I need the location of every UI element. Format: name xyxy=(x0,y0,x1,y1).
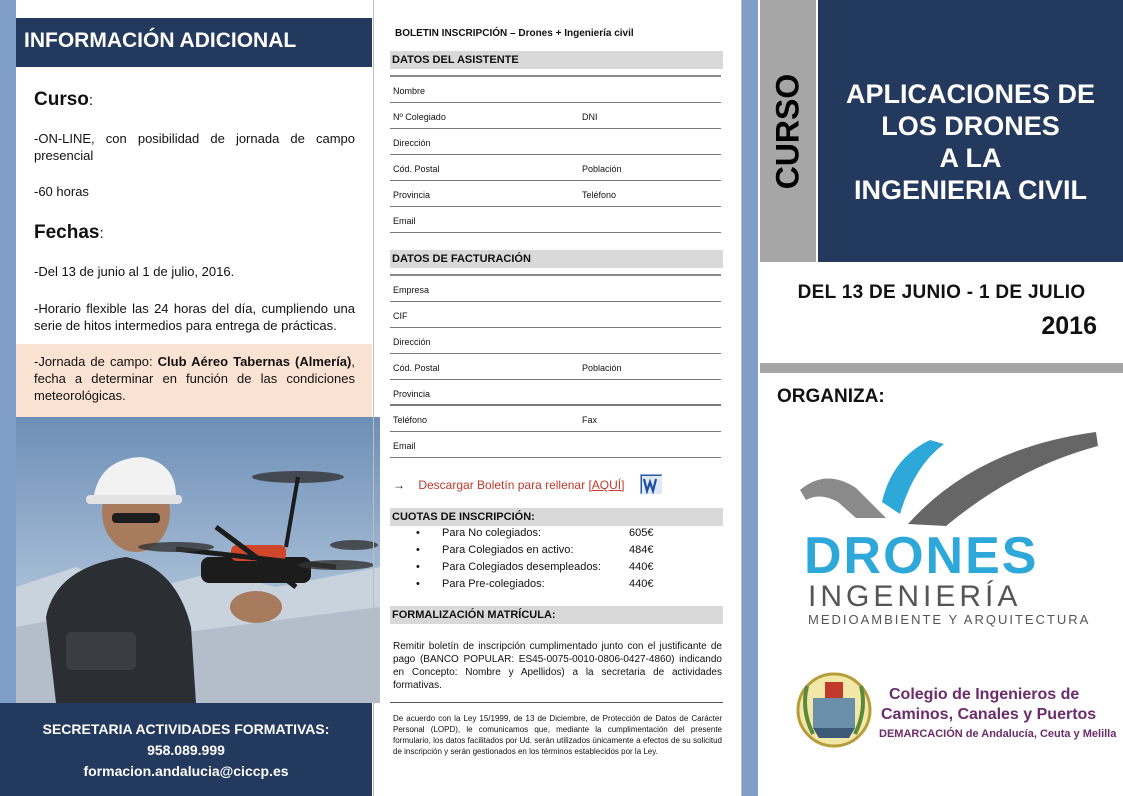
cuota-label: Para Pre-colegiados: xyxy=(442,578,545,590)
field-cp-poblacion-fact[interactable] xyxy=(390,354,721,380)
field-nombre[interactable] xyxy=(390,77,721,103)
organiza-text: ORGANIZA xyxy=(777,386,879,407)
legal-rule xyxy=(390,702,723,703)
field-cp-poblacion[interactable] xyxy=(390,155,721,181)
facturacion-header: DATOS DE FACTURACIÓN xyxy=(390,250,723,268)
cuota-label: Para Colegiados desempleados: xyxy=(442,561,601,573)
field-label: Provincia xyxy=(393,190,431,200)
field-label: Dirección xyxy=(393,337,431,347)
bullet-icon: • xyxy=(416,561,420,573)
field-label-right: Teléfono xyxy=(582,190,617,200)
field-email[interactable] xyxy=(390,207,721,233)
info-header: INFORMACIÓN ADICIONAL xyxy=(16,18,372,67)
field-label-right: Población xyxy=(582,164,622,174)
cuota-label: Para Colegiados en activo: xyxy=(442,544,574,556)
curso-line2: -60 horas xyxy=(34,184,89,199)
organiza-label xyxy=(777,386,885,408)
form-border-left xyxy=(373,0,374,796)
colegio-line2: Caminos, Canales y Puertos xyxy=(881,706,1097,723)
colegio-line1: Colegio de Ingenieros de xyxy=(889,686,1080,703)
download-text: Descargar Boletín para rellenar xyxy=(418,478,589,492)
field-label-right: Población xyxy=(582,363,622,373)
cuota-value: 605€ xyxy=(629,527,654,539)
field-label: Provincia xyxy=(393,389,431,399)
logo-subtitle-text: MEDIOAMBIENTE Y ARQUITECTURA xyxy=(808,612,1091,627)
course-year: 2016 xyxy=(1041,312,1097,340)
curso-line1: -ON-LINE, con posibilidad de jornada de campo presencial xyxy=(34,131,355,163)
contact-box xyxy=(0,703,372,796)
field-email-fact[interactable] xyxy=(390,432,721,458)
field-label: Cód. Postal xyxy=(393,363,440,373)
fechas-colon: : xyxy=(99,225,104,242)
word-doc-icon-glyph xyxy=(641,475,663,495)
field-label: Email xyxy=(393,216,416,226)
field-label: Email xyxy=(393,441,416,451)
right-divider xyxy=(760,363,1123,373)
bullet-icon: • xyxy=(416,578,420,590)
course-title-line1: APLICACIONES DE xyxy=(845,79,1096,109)
cuota-value: 484€ xyxy=(629,544,654,556)
asistente-header: DATOS DEL ASISTENTE xyxy=(390,51,723,69)
curso-vertical-label xyxy=(760,0,816,262)
field-label-right: DNI xyxy=(582,112,598,122)
word-doc-icon[interactable] xyxy=(640,474,662,494)
field-label: Empresa xyxy=(393,285,430,295)
field-direccion-fact[interactable] xyxy=(390,328,721,354)
colegio-logo xyxy=(793,668,1117,758)
jornada-suffix: , fecha a determinar en función de las condiciones meteorológicas. xyxy=(34,354,355,403)
cuota-label: Para No colegiados: xyxy=(442,527,542,539)
drones-ingenieria-logo xyxy=(796,428,1098,654)
jornada-location: Club Aéreo Tabernas (Almería) xyxy=(157,354,352,369)
contact-phone: 958.089.999 xyxy=(147,742,225,758)
left-stripe xyxy=(0,0,16,796)
formalizacion-header: FORMALIZACIÓN MATRÍCULA: xyxy=(390,606,723,624)
course-title-line3: A LA xyxy=(939,143,1002,173)
jornada-text xyxy=(34,353,355,404)
contact-department: SECRETARIA ACTIVIDADES FORMATIVAS: xyxy=(42,721,330,737)
course-title-line4: INGENIERIA CIVIL xyxy=(853,175,1088,205)
colegio-line3: DEMARCACIÓN de Andalucía, Ceuta y Melilla xyxy=(879,728,1117,740)
formalizacion-text: Remitir boletín de inscripción cumplimentado junto con el justificante de pago (BANCO POPULAR: ES45-0075-0010-0806-0427-4860) indicando en Concepto: Nombre y Apellidos) a la secretaria de actividades formativas. xyxy=(393,641,722,691)
fechas-line1: -Del 13 de junio al 1 de julio, 2016. xyxy=(34,264,235,279)
cuota-value: 440€ xyxy=(629,561,654,573)
field-provincia-fact[interactable] xyxy=(390,380,721,406)
logo-ingenieria-text: INGENIERÍA xyxy=(808,580,1022,613)
form-title: BOLETIN INSCRIPCIÓN – Drones + Ingeniería civil xyxy=(395,28,634,39)
curso-title: Curso xyxy=(34,89,89,110)
curso-heading xyxy=(34,89,93,111)
arrow-right-icon: → xyxy=(393,478,405,492)
field-label: Dirección xyxy=(393,138,431,148)
organiza-colon: : xyxy=(878,386,885,407)
curso-colon: : xyxy=(88,92,94,109)
jornada-prefix: -Jornada de campo: xyxy=(34,354,158,369)
bullet-icon: • xyxy=(416,527,420,539)
field-empresa[interactable] xyxy=(390,276,721,302)
field-colegiado-dni[interactable] xyxy=(390,103,721,129)
field-label: Nombre xyxy=(393,86,426,96)
field-label: CIF xyxy=(393,311,408,321)
field-provincia-telefono[interactable] xyxy=(390,181,721,207)
field-direccion[interactable] xyxy=(390,129,721,155)
legal-text: De acuerdo con la Ley 15/1999, de 13 de Diciembre, de Protección de Datos de Carácter Personal (LOPD), le comunicamos que, mediante la cumplimentación del presente formulario, los datos facilitados por Ud. serán utilizados únicamente a efectos de su solicitud de inscripción y serán gestionados en los términos establecidos por la Ley. xyxy=(393,714,722,756)
bullet-icon: • xyxy=(416,544,420,556)
fechas-heading xyxy=(34,222,104,244)
download-row xyxy=(393,478,624,492)
field-label: Nº Colegiado xyxy=(393,112,446,122)
cuota-value: 440€ xyxy=(629,578,654,590)
course-title-line2: LOS DRONES xyxy=(881,111,1060,141)
cuotas-header: CUOTAS DE INSCRIPCIÓN: xyxy=(390,508,723,526)
contact-email[interactable]: formacion.andalucia@ciccp.es xyxy=(83,763,289,779)
field-label-right: Fax xyxy=(582,415,598,425)
drone-photo-image xyxy=(16,417,380,703)
field-label: Teléfono xyxy=(393,415,428,425)
download-link[interactable]: [AQUÍ] xyxy=(588,478,625,492)
field-telefono-fax[interactable] xyxy=(390,406,721,432)
fechas-line2: -Horario flexible las 24 horas del día, cumpliendo una serie de hitos intermedios para entrega de prácticas. xyxy=(34,301,355,333)
middle-stripe xyxy=(742,0,758,796)
logo-drones-text: DRONES xyxy=(804,527,1039,585)
field-label: Cód. Postal xyxy=(393,164,440,174)
field-cif[interactable] xyxy=(390,302,721,328)
course-title-box xyxy=(818,0,1123,262)
curso-vertical-text: CURSO xyxy=(769,73,806,189)
drone-photo xyxy=(16,417,380,703)
colegio-seal-icon xyxy=(793,668,875,752)
fechas-title: Fechas xyxy=(34,222,100,243)
course-dates: DEL 13 DE JUNIO - 1 DE JULIO xyxy=(797,282,1086,303)
